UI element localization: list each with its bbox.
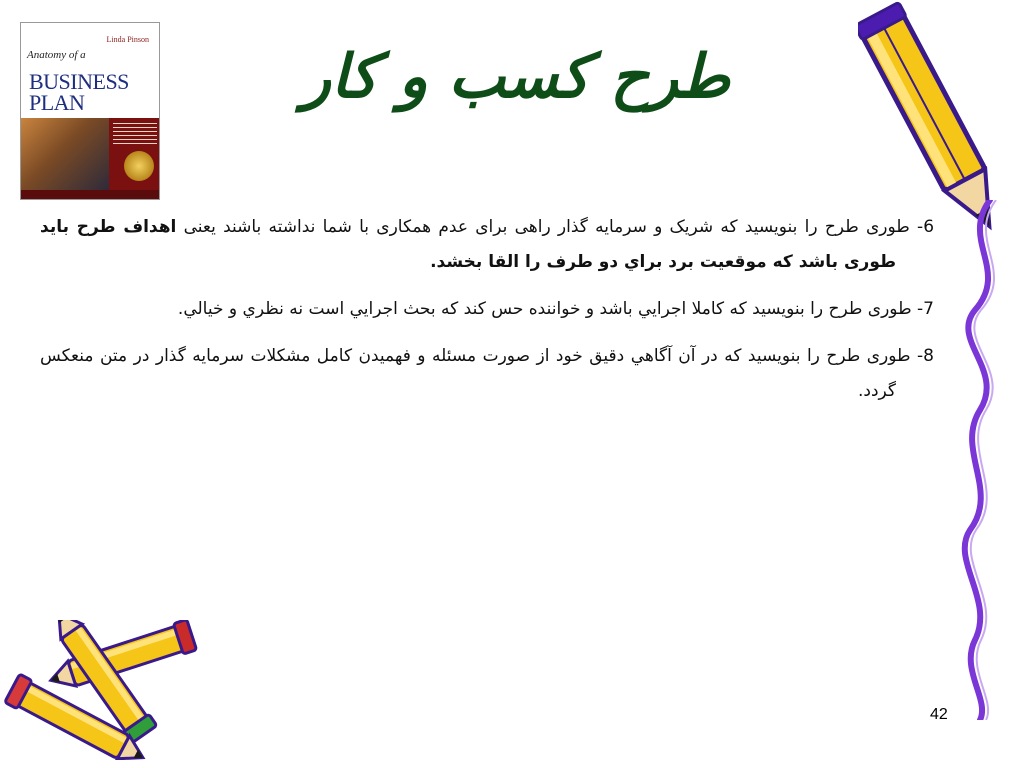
book-title bbox=[29, 71, 129, 113]
item-number: 6- bbox=[917, 217, 935, 237]
list-item bbox=[40, 292, 934, 327]
slide-title: طرح کسب و کار bbox=[301, 42, 730, 112]
wavy-border bbox=[950, 200, 1020, 720]
item-bold-text: اهداف طرح باید طوری باشد که موقعیت برد براي دو طرف را القا بخشد. bbox=[40, 217, 896, 272]
item-text: طوری طرح را بنویسید که در آن آگاهي دقيق خود از صورت مسئله و فهميدن کامل مشکلات سرمايه گذار در متن منعکس گردد. bbox=[40, 346, 911, 401]
list-item bbox=[40, 339, 934, 409]
crossed-pencils-icon bbox=[0, 620, 210, 760]
content-body bbox=[40, 210, 934, 421]
book-cover-image bbox=[20, 22, 160, 200]
item-text: طوری طرح را بنویسید که شریک و سرمایه گذار راهی برای عدم همکاری با شما نداشته باشند یعنی bbox=[183, 217, 910, 237]
item-number: 8- bbox=[917, 346, 934, 366]
page-number: 42 bbox=[930, 706, 948, 723]
item-number: 7- bbox=[917, 299, 934, 319]
book-title-line1: BUSINESS bbox=[29, 69, 129, 94]
book-author: Linda Pinson bbox=[106, 35, 149, 44]
list-item bbox=[40, 210, 934, 280]
book-seal-icon bbox=[124, 151, 154, 181]
item-text: طوری طرح را بنویسید که کاملا اجرايي باشد و خواننده حس کند که بحث اجرايي است نه نظري و خيالي. bbox=[177, 299, 912, 319]
book-photo bbox=[21, 118, 109, 190]
book-subtitle: Anatomy of a bbox=[27, 49, 86, 61]
book-title-line2: PLAN bbox=[29, 90, 85, 115]
book-blurb bbox=[113, 123, 157, 145]
book-footer-band bbox=[21, 190, 159, 200]
